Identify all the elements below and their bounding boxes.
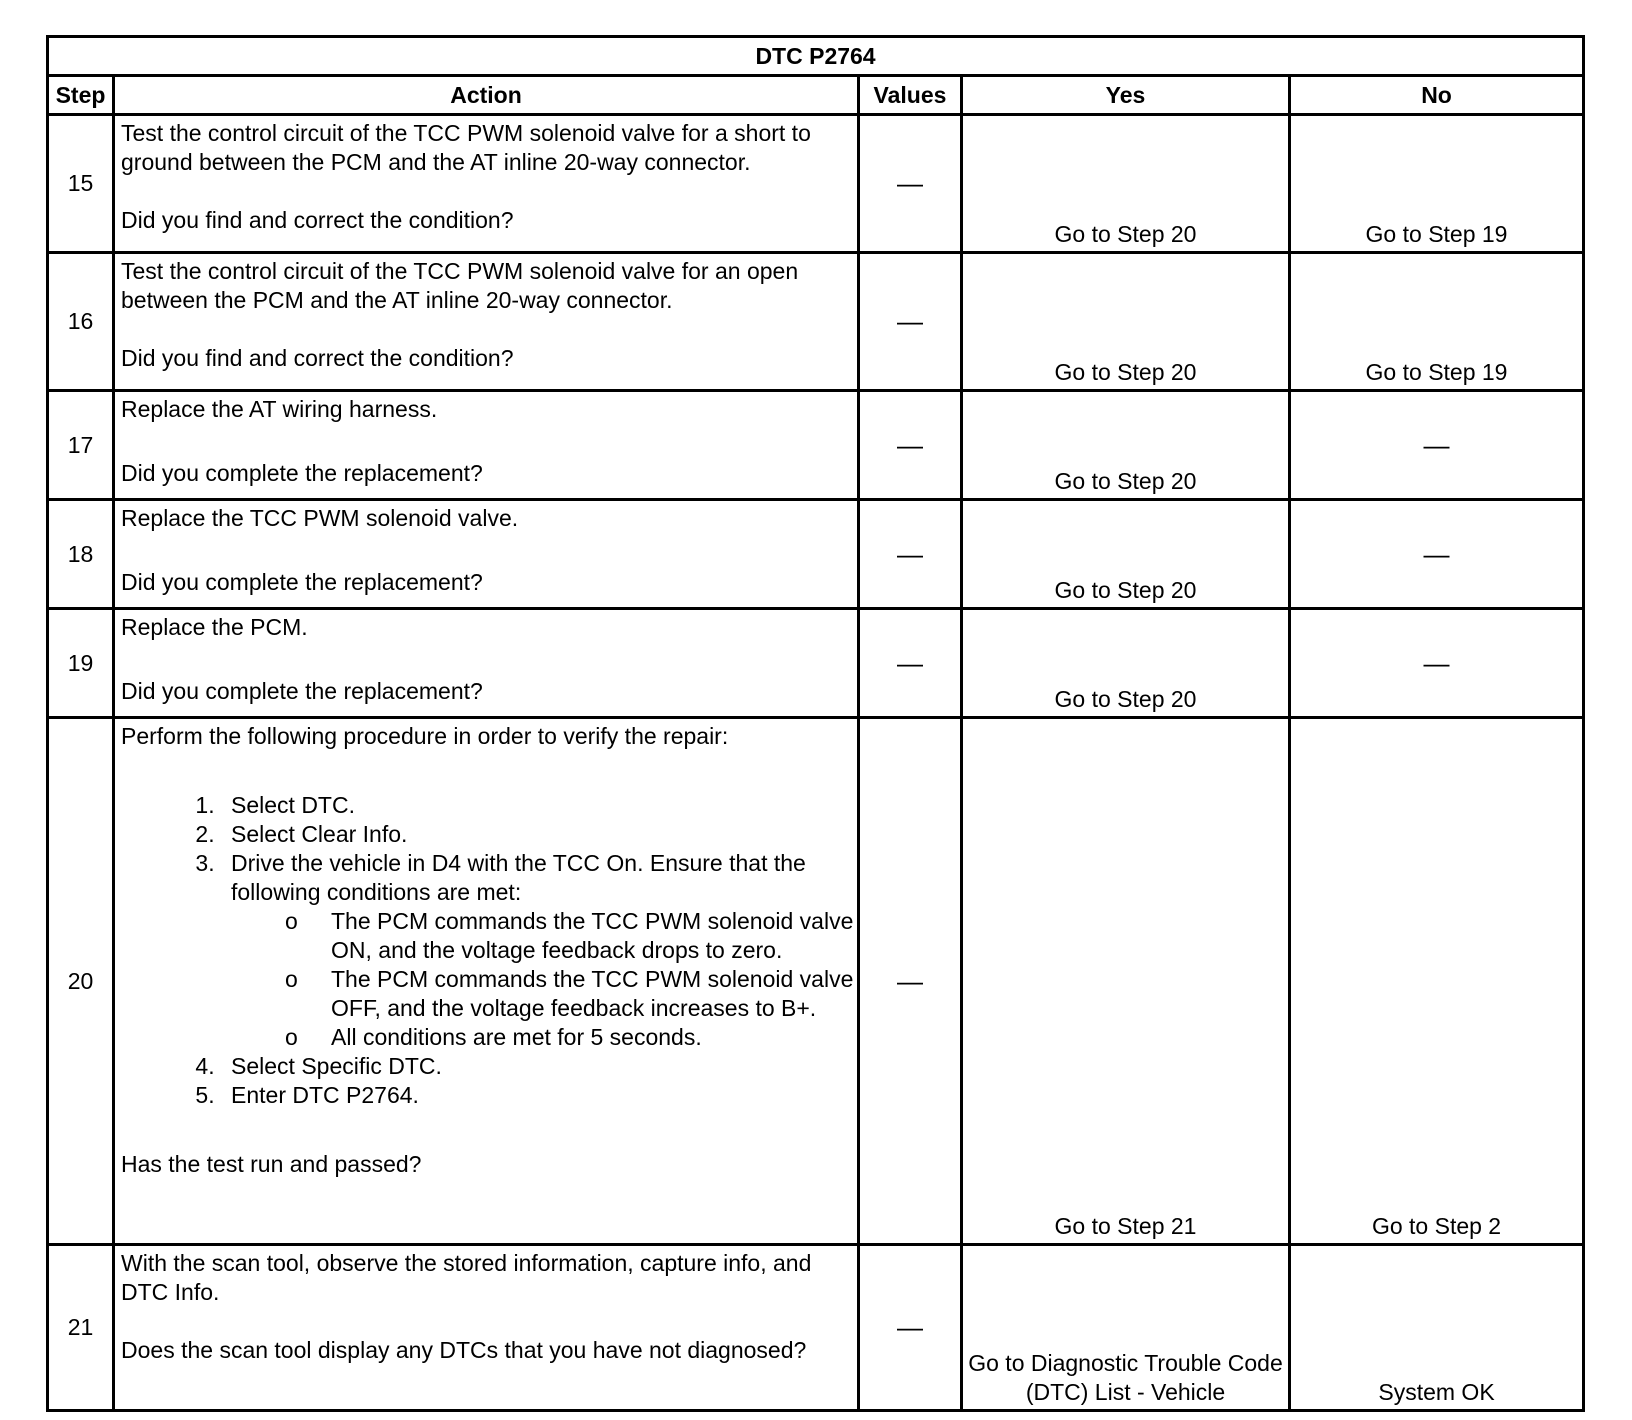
yes-cell: Go to Step 20 — [962, 391, 1290, 500]
header-yes: Yes — [962, 76, 1290, 115]
action-cell — [114, 609, 859, 718]
action-text: Test the control circuit of the TCC PWM solenoid valve for a short to ground between the PCM and the AT inline 20-way connector. — [121, 120, 811, 175]
step-number: 17 — [48, 391, 114, 500]
action-cell — [114, 1245, 859, 1411]
action-cell — [114, 500, 859, 609]
action-question: Did you find and correct the condition? — [121, 207, 514, 233]
procedure-step — [221, 849, 855, 1052]
action-text: Replace the AT wiring harness. — [121, 396, 438, 422]
table-row-step-21 — [48, 1245, 1584, 1411]
action-question: Did you find and correct the condition? — [121, 345, 514, 371]
yes-cell: Go to Step 20 — [962, 500, 1290, 609]
yes-cell: Go to Step 20 — [962, 115, 1290, 253]
header-step: Step — [48, 76, 114, 115]
condition-item: o All conditions are met for 5 seconds. — [331, 1023, 855, 1052]
table-row-step-16 — [48, 253, 1584, 391]
no-cell: Go to Step 19 — [1290, 115, 1584, 253]
procedure-step: 4. Select Specific DTC. — [221, 1052, 855, 1081]
procedure-list — [121, 791, 855, 1110]
table-row-step-15 — [48, 115, 1584, 253]
step-number: 15 — [48, 115, 114, 253]
yes-cell: Go to Step 20 — [962, 253, 1290, 391]
condition-item: o The PCM commands the TCC PWM solenoid valve ON, and the voltage feedback drops to zero. — [331, 907, 855, 965]
values-cell: — — [859, 391, 962, 500]
action-question: Does the scan tool display any DTCs that you have not diagnosed? — [121, 1337, 807, 1363]
table-row-step-19 — [48, 609, 1584, 718]
procedure-step: 2. Select Clear Info. — [221, 820, 855, 849]
values-cell: — — [859, 609, 962, 718]
step-number: 20 — [48, 718, 114, 1245]
action-cell — [114, 391, 859, 500]
header-action: Action — [114, 76, 859, 115]
step-number: 16 — [48, 253, 114, 391]
action-question: Did you complete the replacement? — [121, 569, 483, 595]
title-row — [48, 37, 1584, 76]
action-question: Did you complete the replacement? — [121, 678, 483, 704]
values-cell: — — [859, 718, 962, 1245]
condition-list — [231, 907, 855, 1052]
procedure-step-text: Drive the vehicle in D4 with the TCC On. Ensure that the following conditions are met: — [231, 850, 806, 905]
action-text: Perform the following procedure in order to verify the repair: — [121, 723, 729, 749]
table-title: DTC P2764 — [48, 37, 1584, 76]
action-cell — [114, 253, 859, 391]
no-cell: — — [1290, 391, 1584, 500]
action-text: Replace the PCM. — [121, 614, 308, 640]
procedure-step: 5. Enter DTC P2764. — [221, 1081, 855, 1110]
action-text: Replace the TCC PWM solenoid valve. — [121, 505, 519, 531]
yes-cell: Go to Step 21 — [962, 718, 1290, 1245]
action-cell — [114, 718, 859, 1245]
header-row — [48, 76, 1584, 115]
table-row-step-20 — [48, 718, 1584, 1245]
header-no: No — [1290, 76, 1584, 115]
no-cell: Go to Step 2 — [1290, 718, 1584, 1245]
condition-item: o The PCM commands the TCC PWM solenoid valve OFF, and the voltage feedback increases to B+. — [331, 965, 855, 1023]
values-cell: — — [859, 1245, 962, 1411]
dtc-table — [46, 35, 1585, 1412]
action-text: Test the control circuit of the TCC PWM solenoid valve for an open between the PCM and the AT inline 20-way connector. — [121, 258, 799, 313]
no-cell: — — [1290, 500, 1584, 609]
values-cell: — — [859, 115, 962, 253]
action-text: With the scan tool, observe the stored information, capture info, and DTC Info. — [121, 1250, 812, 1305]
no-cell: System OK — [1290, 1245, 1584, 1411]
procedure-step: 1. Select DTC. — [221, 791, 855, 820]
yes-cell: Go to Step 20 — [962, 609, 1290, 718]
values-cell: — — [859, 253, 962, 391]
step-number: 19 — [48, 609, 114, 718]
yes-cell: Go to Diagnostic Trouble Code (DTC) List - Vehicle — [962, 1245, 1290, 1411]
values-cell: — — [859, 500, 962, 609]
no-cell: — — [1290, 609, 1584, 718]
table-row-step-18 — [48, 500, 1584, 609]
table-row-step-17 — [48, 391, 1584, 500]
no-cell: Go to Step 19 — [1290, 253, 1584, 391]
action-question: Did you complete the replacement? — [121, 460, 483, 486]
step-number: 21 — [48, 1245, 114, 1411]
action-question: Has the test run and passed? — [121, 1151, 422, 1177]
header-values: Values — [859, 76, 962, 115]
step-number: 18 — [48, 500, 114, 609]
action-cell — [114, 115, 859, 253]
